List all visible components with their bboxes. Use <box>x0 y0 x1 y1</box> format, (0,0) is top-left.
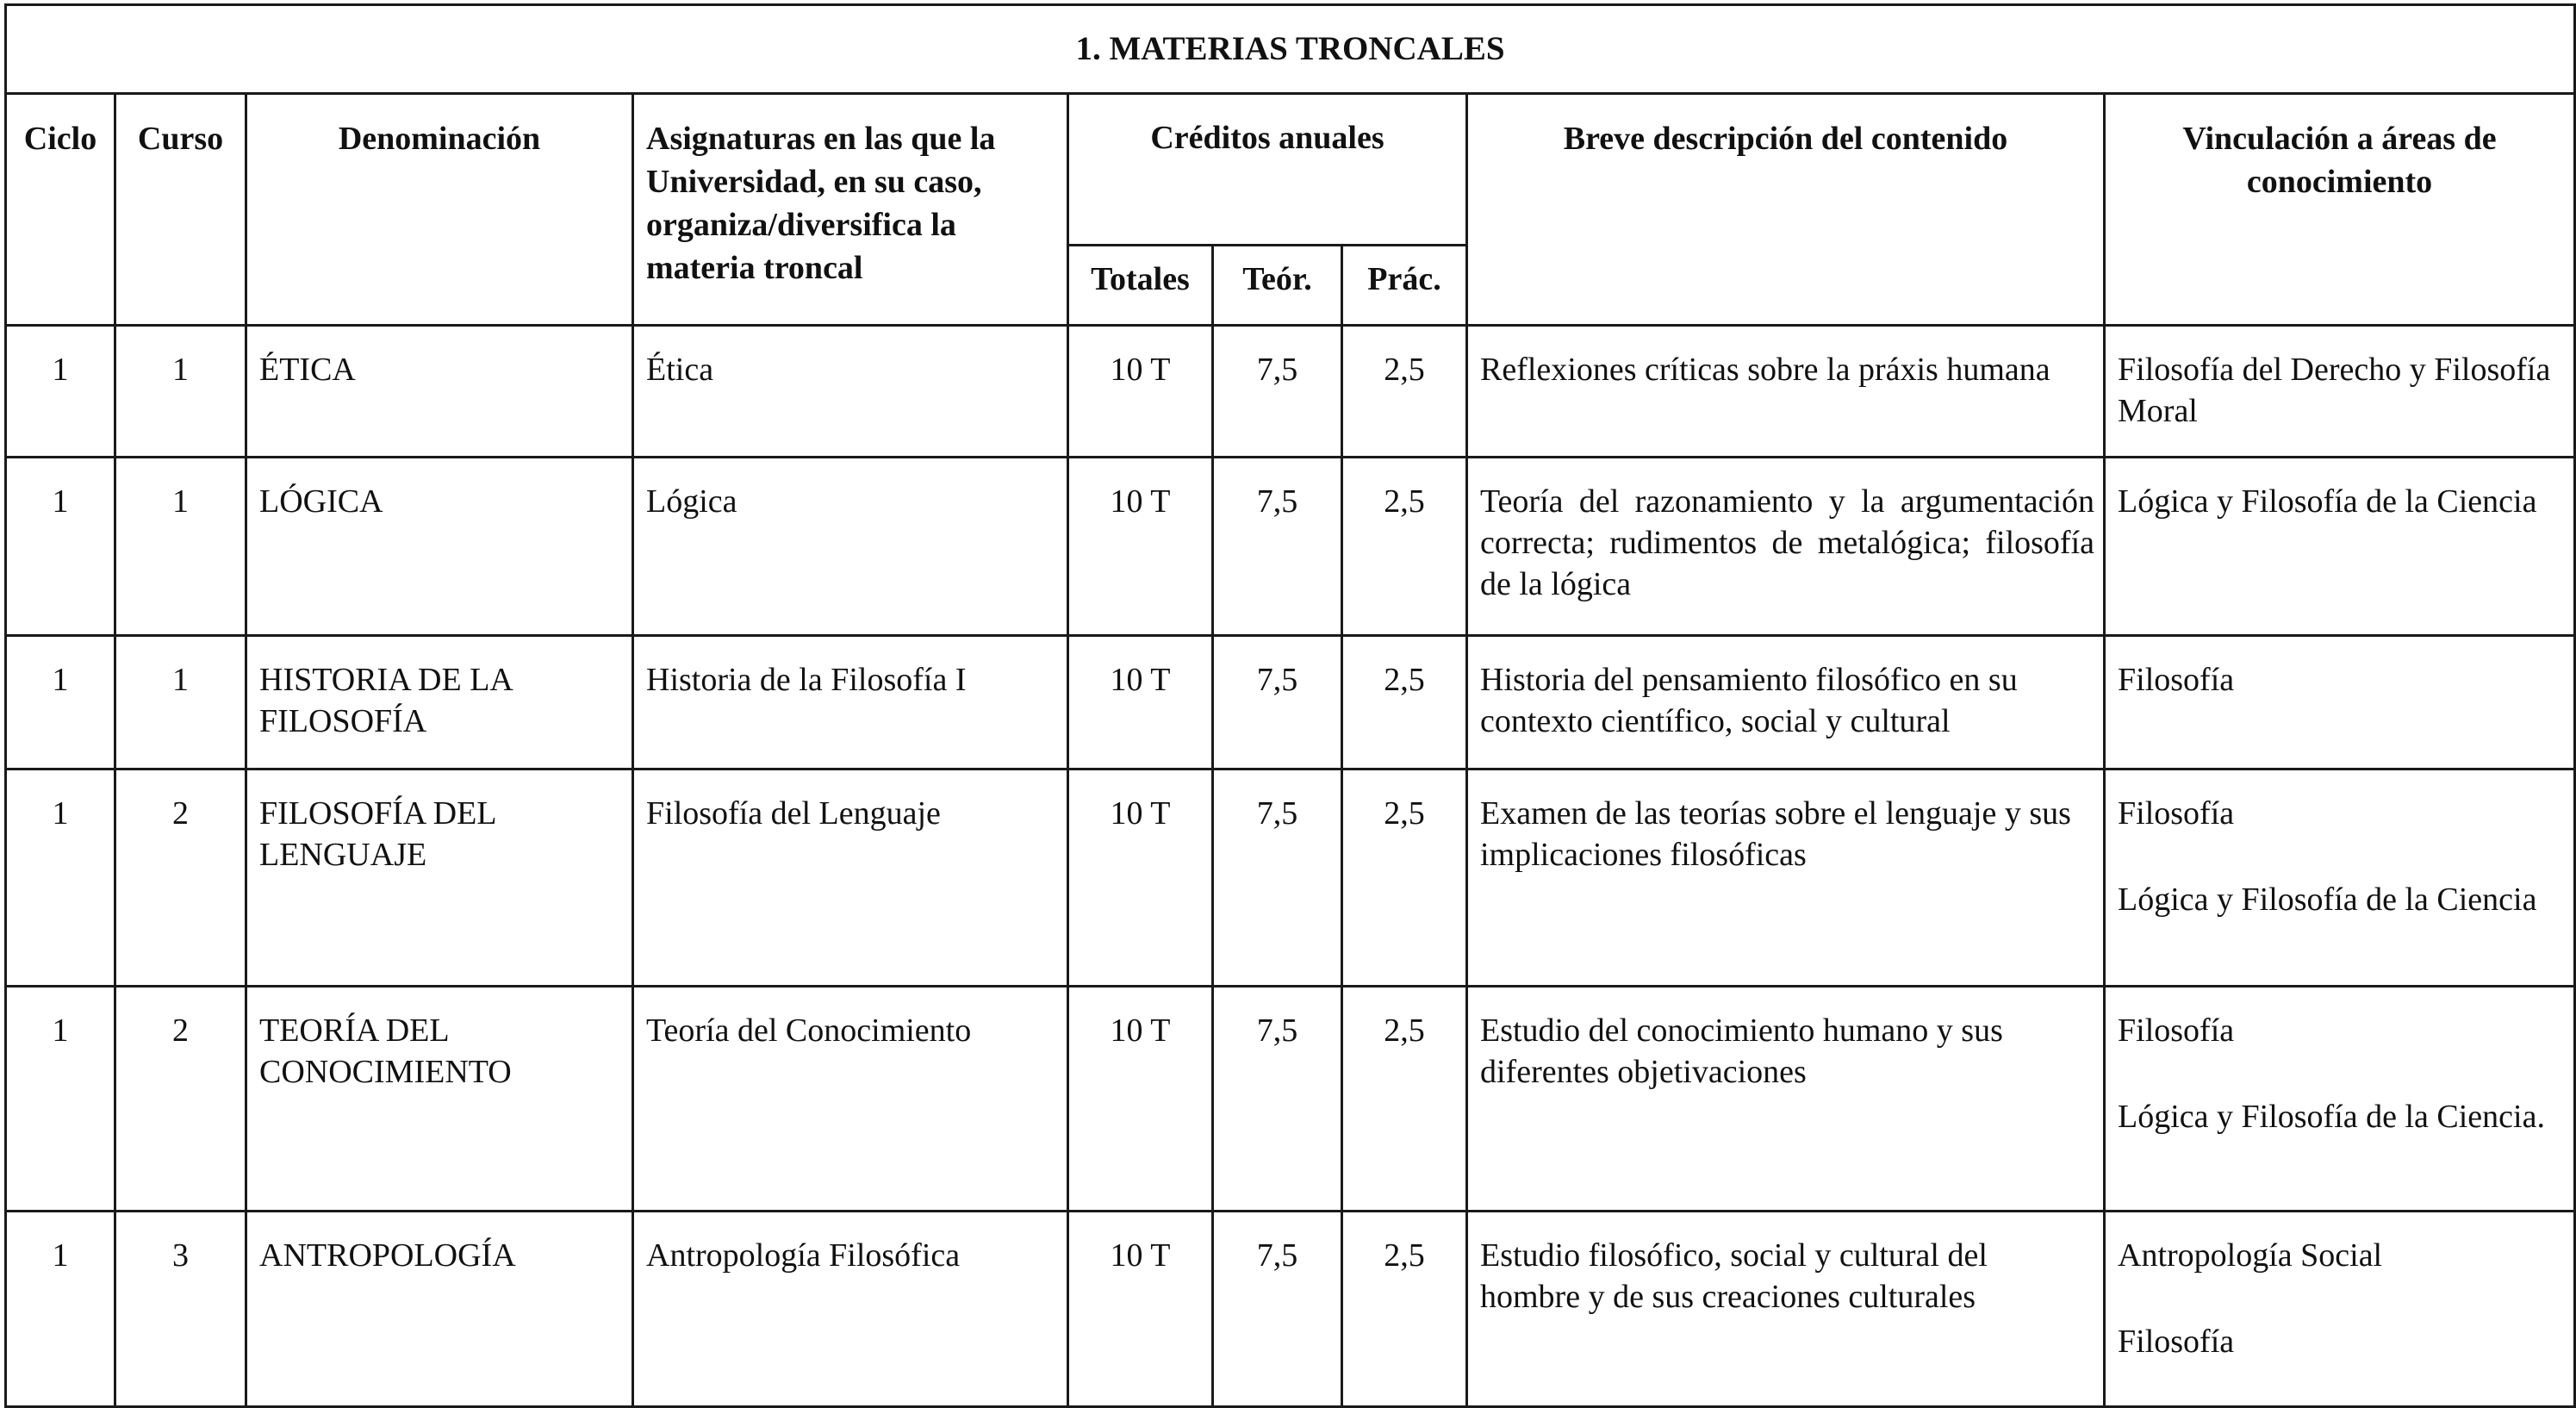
descripcion-cell: Estudio del conocimiento humano y sus diferentes objetivaciones <box>1467 987 2105 1212</box>
prac-cell: 2,5 <box>1342 636 1467 769</box>
teor-cell: 7,5 <box>1213 987 1342 1212</box>
curso-cell: 1 <box>115 326 246 458</box>
header-ciclo: Ciclo <box>6 94 115 326</box>
descripcion-cell: Estudio filosófico, social y cultural del hombre y de sus creaciones culturales <box>1467 1212 2105 1407</box>
area-item: Lógica y Filosofía de la Ciencia <box>2118 882 2537 918</box>
table-row <box>6 326 2575 458</box>
area-item: Filosofía <box>2118 662 2235 698</box>
prac-cell: 2,5 <box>1342 458 1467 636</box>
totales-cell: 10 T <box>1068 458 1213 636</box>
prac-cell: 2,5 <box>1342 326 1467 458</box>
vinculacion-cell <box>2105 769 2575 987</box>
area-item: Lógica y Filosofía de la Ciencia. <box>2118 1099 2545 1135</box>
totales-cell: 10 T <box>1068 987 1213 1212</box>
table-row <box>6 1212 2575 1407</box>
asignatura-cell: Antropología Filosófica <box>633 1212 1068 1407</box>
prac-cell: 2,5 <box>1342 769 1467 987</box>
header-descripcion: Breve descripción del contenido <box>1467 94 2105 326</box>
table-row <box>6 769 2575 987</box>
asignatura-cell: Teoría del Conocimiento <box>633 987 1068 1212</box>
curso-cell: 2 <box>115 987 246 1212</box>
denominacion-cell: FILOSOFÍA DEL LENGUAJE <box>246 769 633 987</box>
table-row <box>6 458 2575 636</box>
totales-cell: 10 T <box>1068 769 1213 987</box>
header-creditos-anuales: Créditos anuales <box>1068 94 1467 246</box>
totales-cell: 10 T <box>1068 326 1213 458</box>
totales-cell: 10 T <box>1068 1212 1213 1407</box>
header-asignaturas: Asignaturas en las que la Universidad, en su caso, organiza/diversifica la materia troncal <box>633 94 1068 326</box>
table-title: 1. MATERIAS TRONCALES <box>6 5 2575 94</box>
vinculacion-cell <box>2105 987 2575 1212</box>
vinculacion-cell <box>2105 326 2575 458</box>
ciclo-cell: 1 <box>6 458 115 636</box>
ciclo-cell: 1 <box>6 987 115 1212</box>
denominacion-cell: TEORÍA DEL CONOCIMIENTO <box>246 987 633 1212</box>
header-denominacion: Denominación <box>246 94 633 326</box>
area-item: Filosofía <box>2118 795 2235 832</box>
ciclo-cell: 1 <box>6 769 115 987</box>
asignatura-cell: Historia de la Filosofía I <box>633 636 1068 769</box>
area-item: Filosofía <box>2118 1324 2235 1360</box>
denominacion-cell: ANTROPOLOGÍA <box>246 1212 633 1407</box>
curso-cell: 1 <box>115 636 246 769</box>
descripcion-cell: Teoría del razonamiento y la argumentación correcta; rudimentos de metalógica; filosofía de la lógica <box>1467 458 2105 636</box>
materias-troncales-table <box>4 3 2576 1408</box>
vinculacion-cell <box>2105 1212 2575 1407</box>
teor-cell: 7,5 <box>1213 769 1342 987</box>
prac-cell: 2,5 <box>1342 1212 1467 1407</box>
descripcion-cell: Reflexiones críticas sobre la práxis humana <box>1467 326 2105 458</box>
denominacion-cell: ÉTICA <box>246 326 633 458</box>
area-item: Lógica y Filosofía de la Ciencia <box>2118 483 2537 520</box>
header-curso: Curso <box>115 94 246 326</box>
ciclo-cell: 1 <box>6 326 115 458</box>
area-item: Filosofía del Derecho y Filosofía Moral <box>2118 352 2551 429</box>
asignatura-cell: Filosofía del Lenguaje <box>633 769 1068 987</box>
ciclo-cell: 1 <box>6 636 115 769</box>
header-vinculacion: Vinculación a áreas de conocimiento <box>2105 94 2575 326</box>
teor-cell: 7,5 <box>1213 1212 1342 1407</box>
teor-cell: 7,5 <box>1213 326 1342 458</box>
asignatura-cell: Ética <box>633 326 1068 458</box>
header-teor: Teór. <box>1213 246 1342 326</box>
teor-cell: 7,5 <box>1213 458 1342 636</box>
curso-cell: 1 <box>115 458 246 636</box>
teor-cell: 7,5 <box>1213 636 1342 769</box>
ciclo-cell: 1 <box>6 1212 115 1407</box>
descripcion-cell: Examen de las teorías sobre el lenguaje y sus implicaciones filosóficas <box>1467 769 2105 987</box>
area-item: Filosofía <box>2118 1012 2235 1049</box>
header-prac: Prác. <box>1342 246 1467 326</box>
prac-cell: 2,5 <box>1342 987 1467 1212</box>
denominacion-cell: HISTORIA DE LA FILOSOFÍA <box>246 636 633 769</box>
descripcion-cell: Historia del pensamiento filosófico en su contexto científico, social y cultural <box>1467 636 2105 769</box>
curso-cell: 3 <box>115 1212 246 1407</box>
header-totales: Totales <box>1068 246 1213 326</box>
denominacion-cell: LÓGICA <box>246 458 633 636</box>
asignatura-cell: Lógica <box>633 458 1068 636</box>
vinculacion-cell <box>2105 458 2575 636</box>
curso-cell: 2 <box>115 769 246 987</box>
table-row <box>6 636 2575 769</box>
area-item: Antropología Social <box>2118 1237 2383 1274</box>
vinculacion-cell <box>2105 636 2575 769</box>
table-row <box>6 987 2575 1212</box>
totales-cell: 10 T <box>1068 636 1213 769</box>
